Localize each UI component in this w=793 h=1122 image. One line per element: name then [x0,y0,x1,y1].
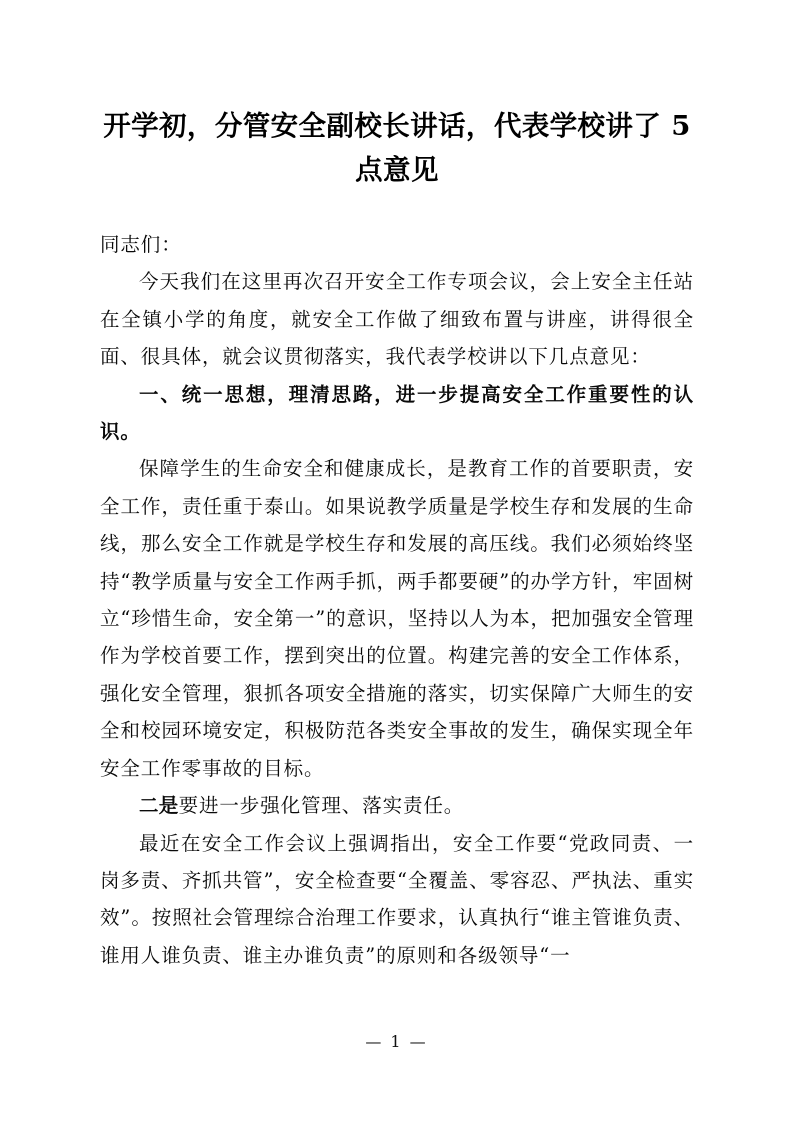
page-number-footer: — 1 — [365,1032,428,1051]
section-heading-one: 一、统一思想，理清思路，进一步提高安全工作重要性的认识。 [100,382,694,444]
point-two-lead-label: 二是 [139,794,179,818]
document-content [100,0,694,974]
paragraph-point-two-heading [100,787,694,824]
salutation: 同志们： [100,233,182,256]
point-two-heading-text: 要进一步强化管理、落实责任。 [178,794,465,818]
paragraph-intro: 今天我们在这里再次召开安全工作专项会议，会上安全主任站在全镇小学的角度，就安全工作做了细致布置与讲座，讲得很全面、很具体，就会议贯彻落实，我代表学校讲以下几点意见： [100,270,694,369]
document-body [100,226,694,974]
page-title: 开学初，分管安全副校长讲话，代表学校讲了 5 点意见 [103,110,691,186]
paragraph-point-two-body: 最近在安全工作会议上强调指出，安全工作要“党政同责、一岗多责、齐抓共管”，安全检查要“全覆盖、零容忍、严执法、重实效”。按照社会管理综合治理工作要求，认真执行“谁主管谁负责、谁用人谁负责、谁主办谁负责”的原则和各级领导“一 [100,831,694,967]
paragraph-section-one-body: 保障学生的生命安全和健康成长，是教育工作的首要职责，安全工作，责任重于泰山。如果说教学质量是学校生存和发展的生命线，那么安全工作就是学校生存和发展的高压线。我们必须始终坚持“教学质量与安全工作两手抓，两手都要硬”的办学方针，牢固树立“珍惜生命，安全第一”的意识，坚持以人为本，把加强安全管理作为学校首要工作，摆到突出的位置。构建完善的安全工作体系，强化安全管理，狠抓各项安全措施的落实，切实保障广大师生的安全和校园环境安定，积极防范各类安全事故的发生，确保实现全年安全工作零事故的目标。 [100,457,694,780]
